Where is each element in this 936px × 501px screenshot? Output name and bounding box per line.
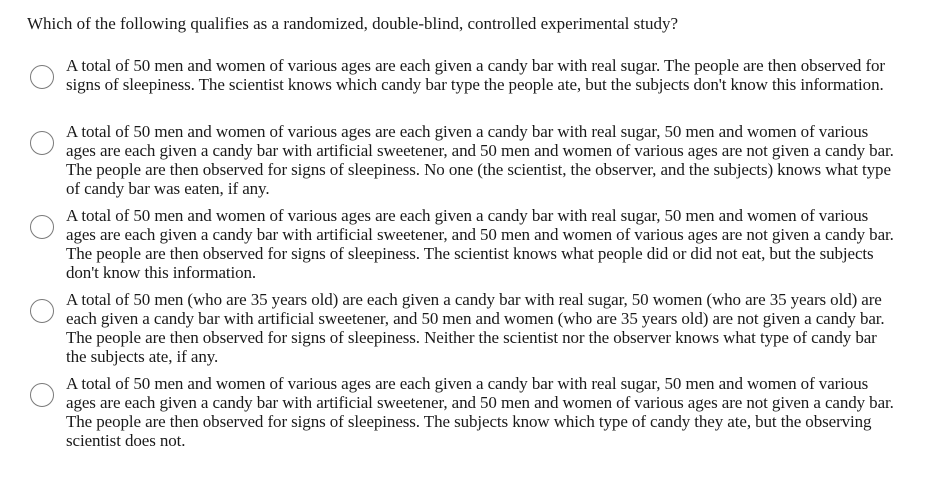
radio-button-2[interactable]	[30, 131, 54, 155]
answer-option-4[interactable]	[30, 290, 910, 374]
answer-option-1-text: A total of 50 men and women of various ages are each given a candy bar with real sugar. The people are then observed for signs of sleepiness. The scientist knows which candy bar type the people ate, but the subjects don't know this information.	[66, 56, 885, 94]
answer-option-5[interactable]	[30, 374, 910, 458]
radio-button-1[interactable]	[30, 65, 54, 89]
answer-option-2-text: A total of 50 men and women of various ages are each given a candy bar with real sugar, 50 men and women of various ages are each given a candy bar with artificial sweetener, and 50 men and women of various ages are not given a candy bar. The people are then observed for signs of sleepiness. No one (the scientist, the observer, and the subjects) knows what type of candy bar was eaten, if any.	[66, 122, 894, 198]
radio-button-3[interactable]	[30, 215, 54, 239]
radio-button-5[interactable]	[30, 383, 54, 407]
answer-option-2[interactable]	[30, 122, 910, 206]
answer-option-5-text: A total of 50 men and women of various ages are each given a candy bar with real sugar, 50 men and women of various ages are each given a candy bar with artificial sweetener, and 50 men and women of various ages are not given a candy bar. The people are then observed for signs of sleepiness. The subjects know which type of candy they ate, but the observing scientist does not.	[66, 374, 894, 450]
radio-button-4[interactable]	[30, 299, 54, 323]
question-text: Which of the following qualifies as a randomized, double-blind, controlled experimental study?	[27, 14, 679, 33]
answer-option-3[interactable]	[30, 206, 910, 290]
answer-option-4-text: A total of 50 men (who are 35 years old) are each given a candy bar with real sugar, 50 women (who are 35 years old) are each given a candy bar with artificial sweetener, and 50 men and women (who are 35 years old) are not given a candy bar. The people are then observed for signs of sleepiness. Neither the scientist nor the observer knows what type of candy bar the subjects ate, if any.	[66, 290, 885, 366]
answer-option-3-text: A total of 50 men and women of various ages are each given a candy bar with real sugar, 50 men and women of various ages are each given a candy bar with artificial sweetener, and 50 men and women of various ages are not given a candy bar. The people are then observed for signs of sleepiness. The scientist knows what people did or did not eat, but the subjects don't know this information.	[66, 206, 894, 282]
